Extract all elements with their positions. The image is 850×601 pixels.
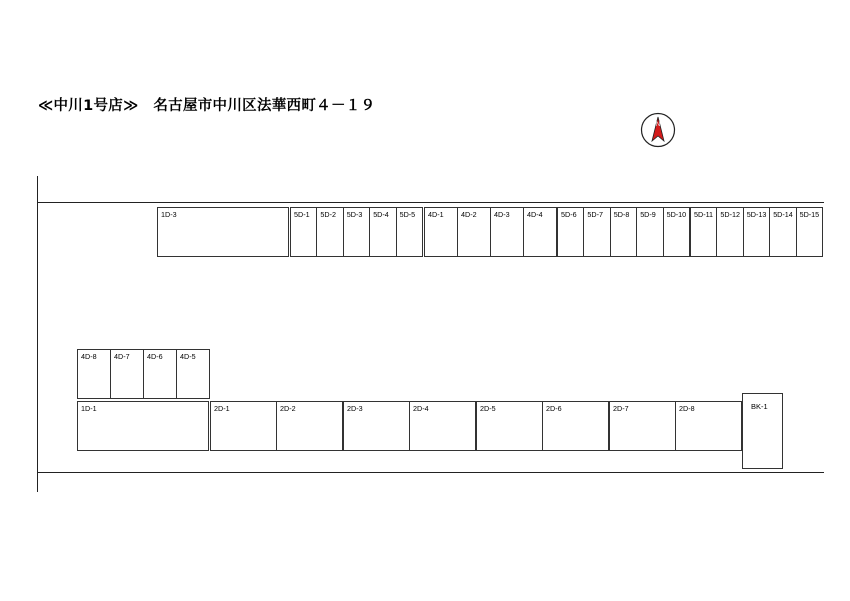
parking-slot-label: 5D-8 [613, 210, 630, 219]
parking-slot-label: 4D-7 [114, 352, 130, 361]
parking-slot-5d-15[interactable] [796, 207, 823, 257]
north-arrow-icon [640, 112, 676, 148]
parking-slot-2d-2[interactable] [276, 401, 343, 451]
parking-slot-5d-13[interactable] [743, 207, 770, 257]
parking-slot-label: 5D-13 [746, 210, 767, 219]
page-title: ≪中川1号店≫ 名古屋市中川区法華西町４－１９ [38, 98, 376, 114]
parking-slot-label: 5D-6 [561, 210, 577, 219]
parking-slot-label: 5D-5 [399, 210, 416, 219]
parking-slot-4d-4[interactable] [523, 207, 557, 257]
parking-slot-label: 1D-3 [161, 210, 177, 219]
parking-slot-1d-3[interactable] [157, 207, 289, 257]
parking-slot-label: 2D-8 [679, 404, 695, 413]
lot-boundary-top [37, 202, 824, 203]
parking-slot-label: 5D-12 [720, 210, 740, 219]
parking-slot-2d-8[interactable] [675, 401, 742, 451]
parking-slot-4d-3[interactable] [490, 207, 524, 257]
parking-slot-1d-1[interactable] [77, 401, 209, 451]
parking-slot-2d-7[interactable] [609, 401, 676, 451]
north-label: N [655, 122, 661, 128]
parking-slot-5d-3[interactable] [343, 207, 370, 257]
parking-slot-5d-11[interactable] [690, 207, 717, 257]
parking-slot-2d-1[interactable] [210, 401, 277, 451]
parking-slot-4d-5[interactable] [176, 349, 210, 399]
parking-slot-5d-6[interactable] [557, 207, 584, 257]
parking-slot-label: 5D-3 [346, 210, 363, 219]
parking-slot-label: 2D-2 [280, 404, 296, 413]
parking-slot-label: 4D-4 [527, 210, 543, 219]
parking-slot-label: 2D-4 [413, 404, 429, 413]
parking-slot-5d-2[interactable] [316, 207, 343, 257]
parking-slot-label: 5D-9 [640, 210, 656, 219]
parking-slot-label: 5D-4 [373, 210, 389, 219]
parking-slot-5d-9[interactable] [636, 207, 663, 257]
parking-slot-label: 5D-1 [294, 210, 310, 219]
parking-slot-label: 4D-3 [494, 210, 510, 219]
parking-slot-label: 4D-8 [81, 352, 97, 361]
parking-slot-label: 5D-7 [587, 210, 603, 219]
parking-slot-2d-5[interactable] [476, 401, 543, 451]
parking-slot-4d-1[interactable] [424, 207, 458, 257]
parking-slot-5d-4[interactable] [369, 207, 396, 257]
parking-slot-5d-10[interactable] [663, 207, 690, 257]
parking-slot-label: 5D-2 [320, 210, 336, 219]
parking-slot-label: 1D-1 [81, 404, 97, 413]
parking-slot-label: 2D-5 [480, 404, 496, 413]
parking-slot-5d-14[interactable] [769, 207, 796, 257]
bike-parking-bk-1[interactable] [742, 393, 783, 469]
parking-slot-label: 5D-11 [694, 210, 714, 219]
parking-slot-5d-1[interactable] [290, 207, 317, 257]
lot-boundary-bottom [37, 472, 824, 473]
parking-slot-label: 4D-6 [147, 352, 163, 361]
parking-slot-label: 5D-10 [666, 210, 687, 219]
parking-slot-5d-12[interactable] [716, 207, 743, 257]
parking-slot-5d-8[interactable] [610, 207, 637, 257]
parking-slot-4d-8[interactable] [77, 349, 111, 399]
parking-slot-label: 2D-3 [347, 404, 363, 413]
parking-slot-2d-3[interactable] [343, 401, 410, 451]
parking-slot-label: 4D-2 [461, 210, 477, 219]
parking-slot-4d-7[interactable] [110, 349, 144, 399]
parking-slot-5d-7[interactable] [583, 207, 610, 257]
parking-slot-label: BK-1 [751, 402, 768, 411]
parking-slot-5d-5[interactable] [396, 207, 423, 257]
parking-slot-4d-2[interactable] [457, 207, 491, 257]
parking-slot-label: 4D-5 [180, 352, 196, 361]
parking-slot-2d-6[interactable] [542, 401, 609, 451]
parking-slot-2d-4[interactable] [409, 401, 476, 451]
parking-slot-label: 5D-14 [773, 210, 793, 219]
parking-slot-4d-6[interactable] [143, 349, 177, 399]
parking-slot-label: 2D-1 [214, 404, 230, 413]
parking-slot-label: 4D-1 [428, 210, 444, 219]
lot-boundary-left [37, 176, 38, 492]
parking-slot-label: 2D-6 [546, 404, 562, 413]
parking-slot-label: 5D-15 [799, 210, 820, 219]
parking-slot-label: 2D-7 [613, 404, 629, 413]
